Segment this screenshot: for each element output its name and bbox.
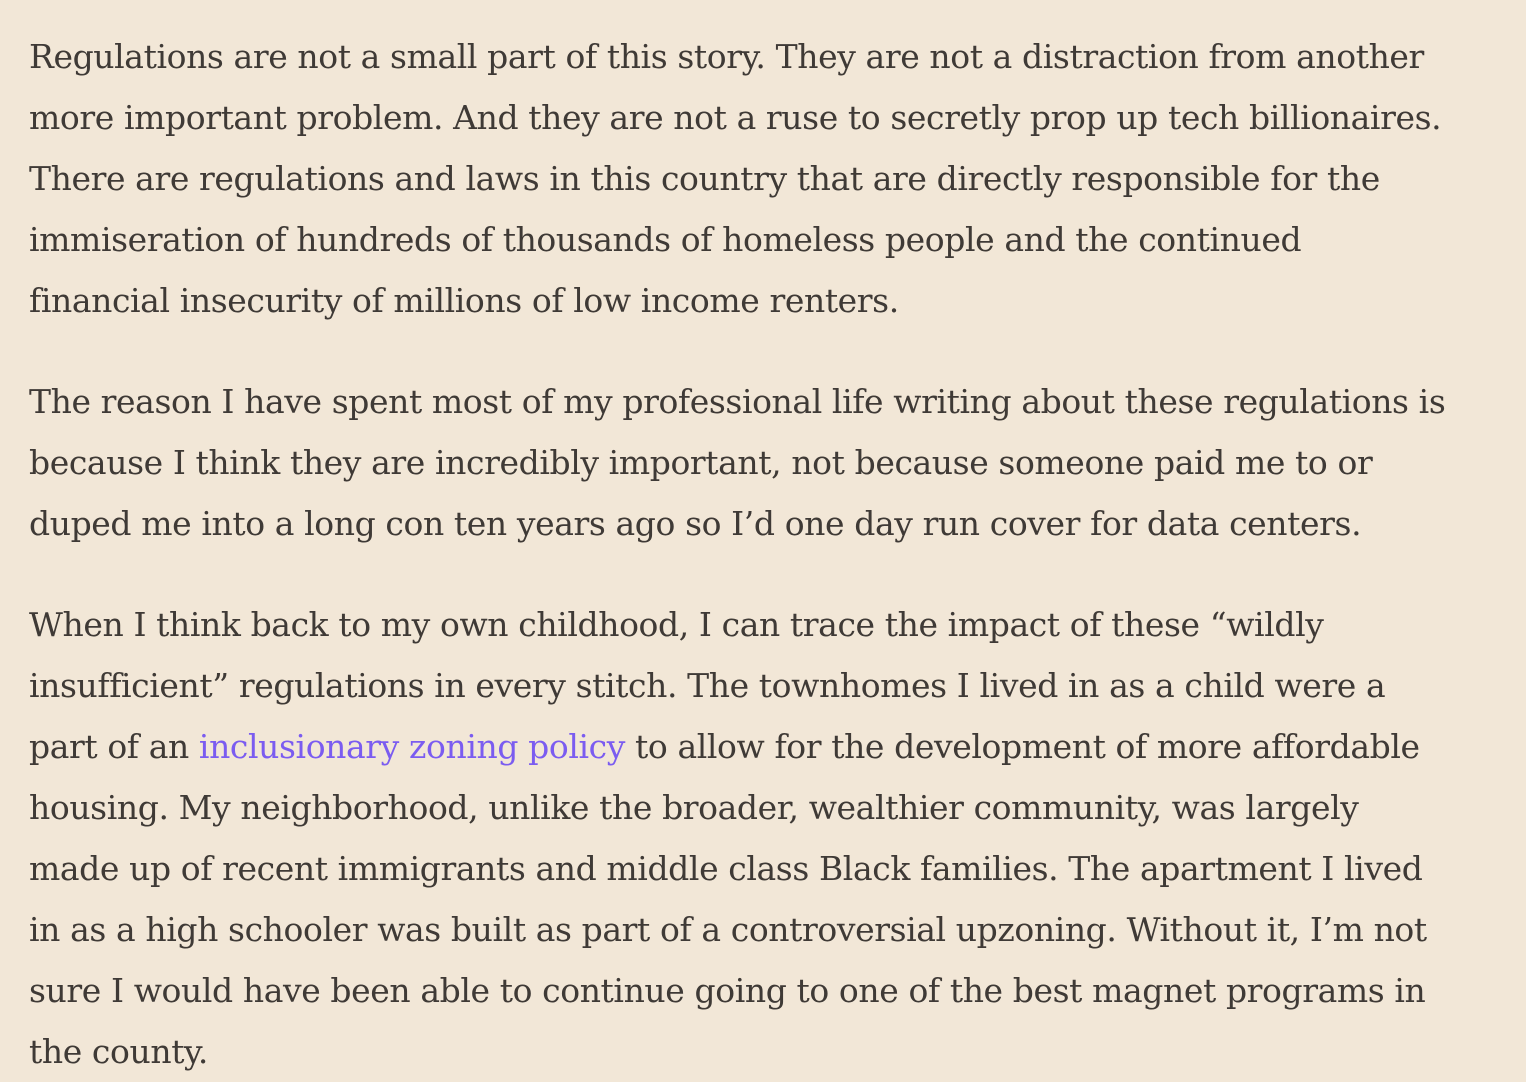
text-line-with-link	[29, 716, 1499, 777]
paragraph-childhood	[29, 594, 1499, 1082]
paragraph-regulations	[29, 26, 1499, 331]
link-suffix-text: to allow for the development of more affordable	[624, 727, 1420, 766]
text-line: insufficient” regulations in every stitch. The townhomes I lived in as a child were a	[29, 666, 1386, 705]
text-line: Regulations are not a small part of this story. They are not a distraction from another	[29, 37, 1424, 76]
text-line: more important problem. And they are not a ruse to secretly prop up tech billionaires.	[29, 98, 1442, 137]
inclusionary-zoning-link[interactable]: inclusionary zoning policy	[198, 727, 625, 766]
text-line: made up of recent immigrants and middle class Black families. The apartment I lived	[29, 849, 1423, 888]
text-line: financial insecurity of millions of low income renters.	[29, 281, 899, 320]
text-line: sure I would have been able to continue going to one of the best magnet programs in	[29, 971, 1426, 1010]
text-line: When I think back to my own childhood, I can trace the impact of these “wildly	[29, 605, 1324, 644]
link-prefix-text: part of an	[29, 727, 199, 766]
text-line: in as a high schooler was built as part of a controversial upzoning. Without it, I’m not	[29, 910, 1427, 949]
text-line: There are regulations and laws in this country that are directly responsible for the	[29, 159, 1380, 198]
text-line: housing. My neighborhood, unlike the broader, wealthier community, was largely	[29, 788, 1359, 827]
text-line: duped me into a long con ten years ago so I’d one day run cover for data centers.	[29, 504, 1362, 543]
text-line: immiseration of hundreds of thousands of homeless people and the continued	[29, 220, 1302, 259]
text-line: because I think they are incredibly important, not because someone paid me to or	[29, 443, 1373, 482]
text-line: the county.	[29, 1032, 209, 1071]
text-line: The reason I have spent most of my professional life writing about these regulations is	[29, 382, 1446, 421]
paragraph-reason	[29, 371, 1499, 554]
